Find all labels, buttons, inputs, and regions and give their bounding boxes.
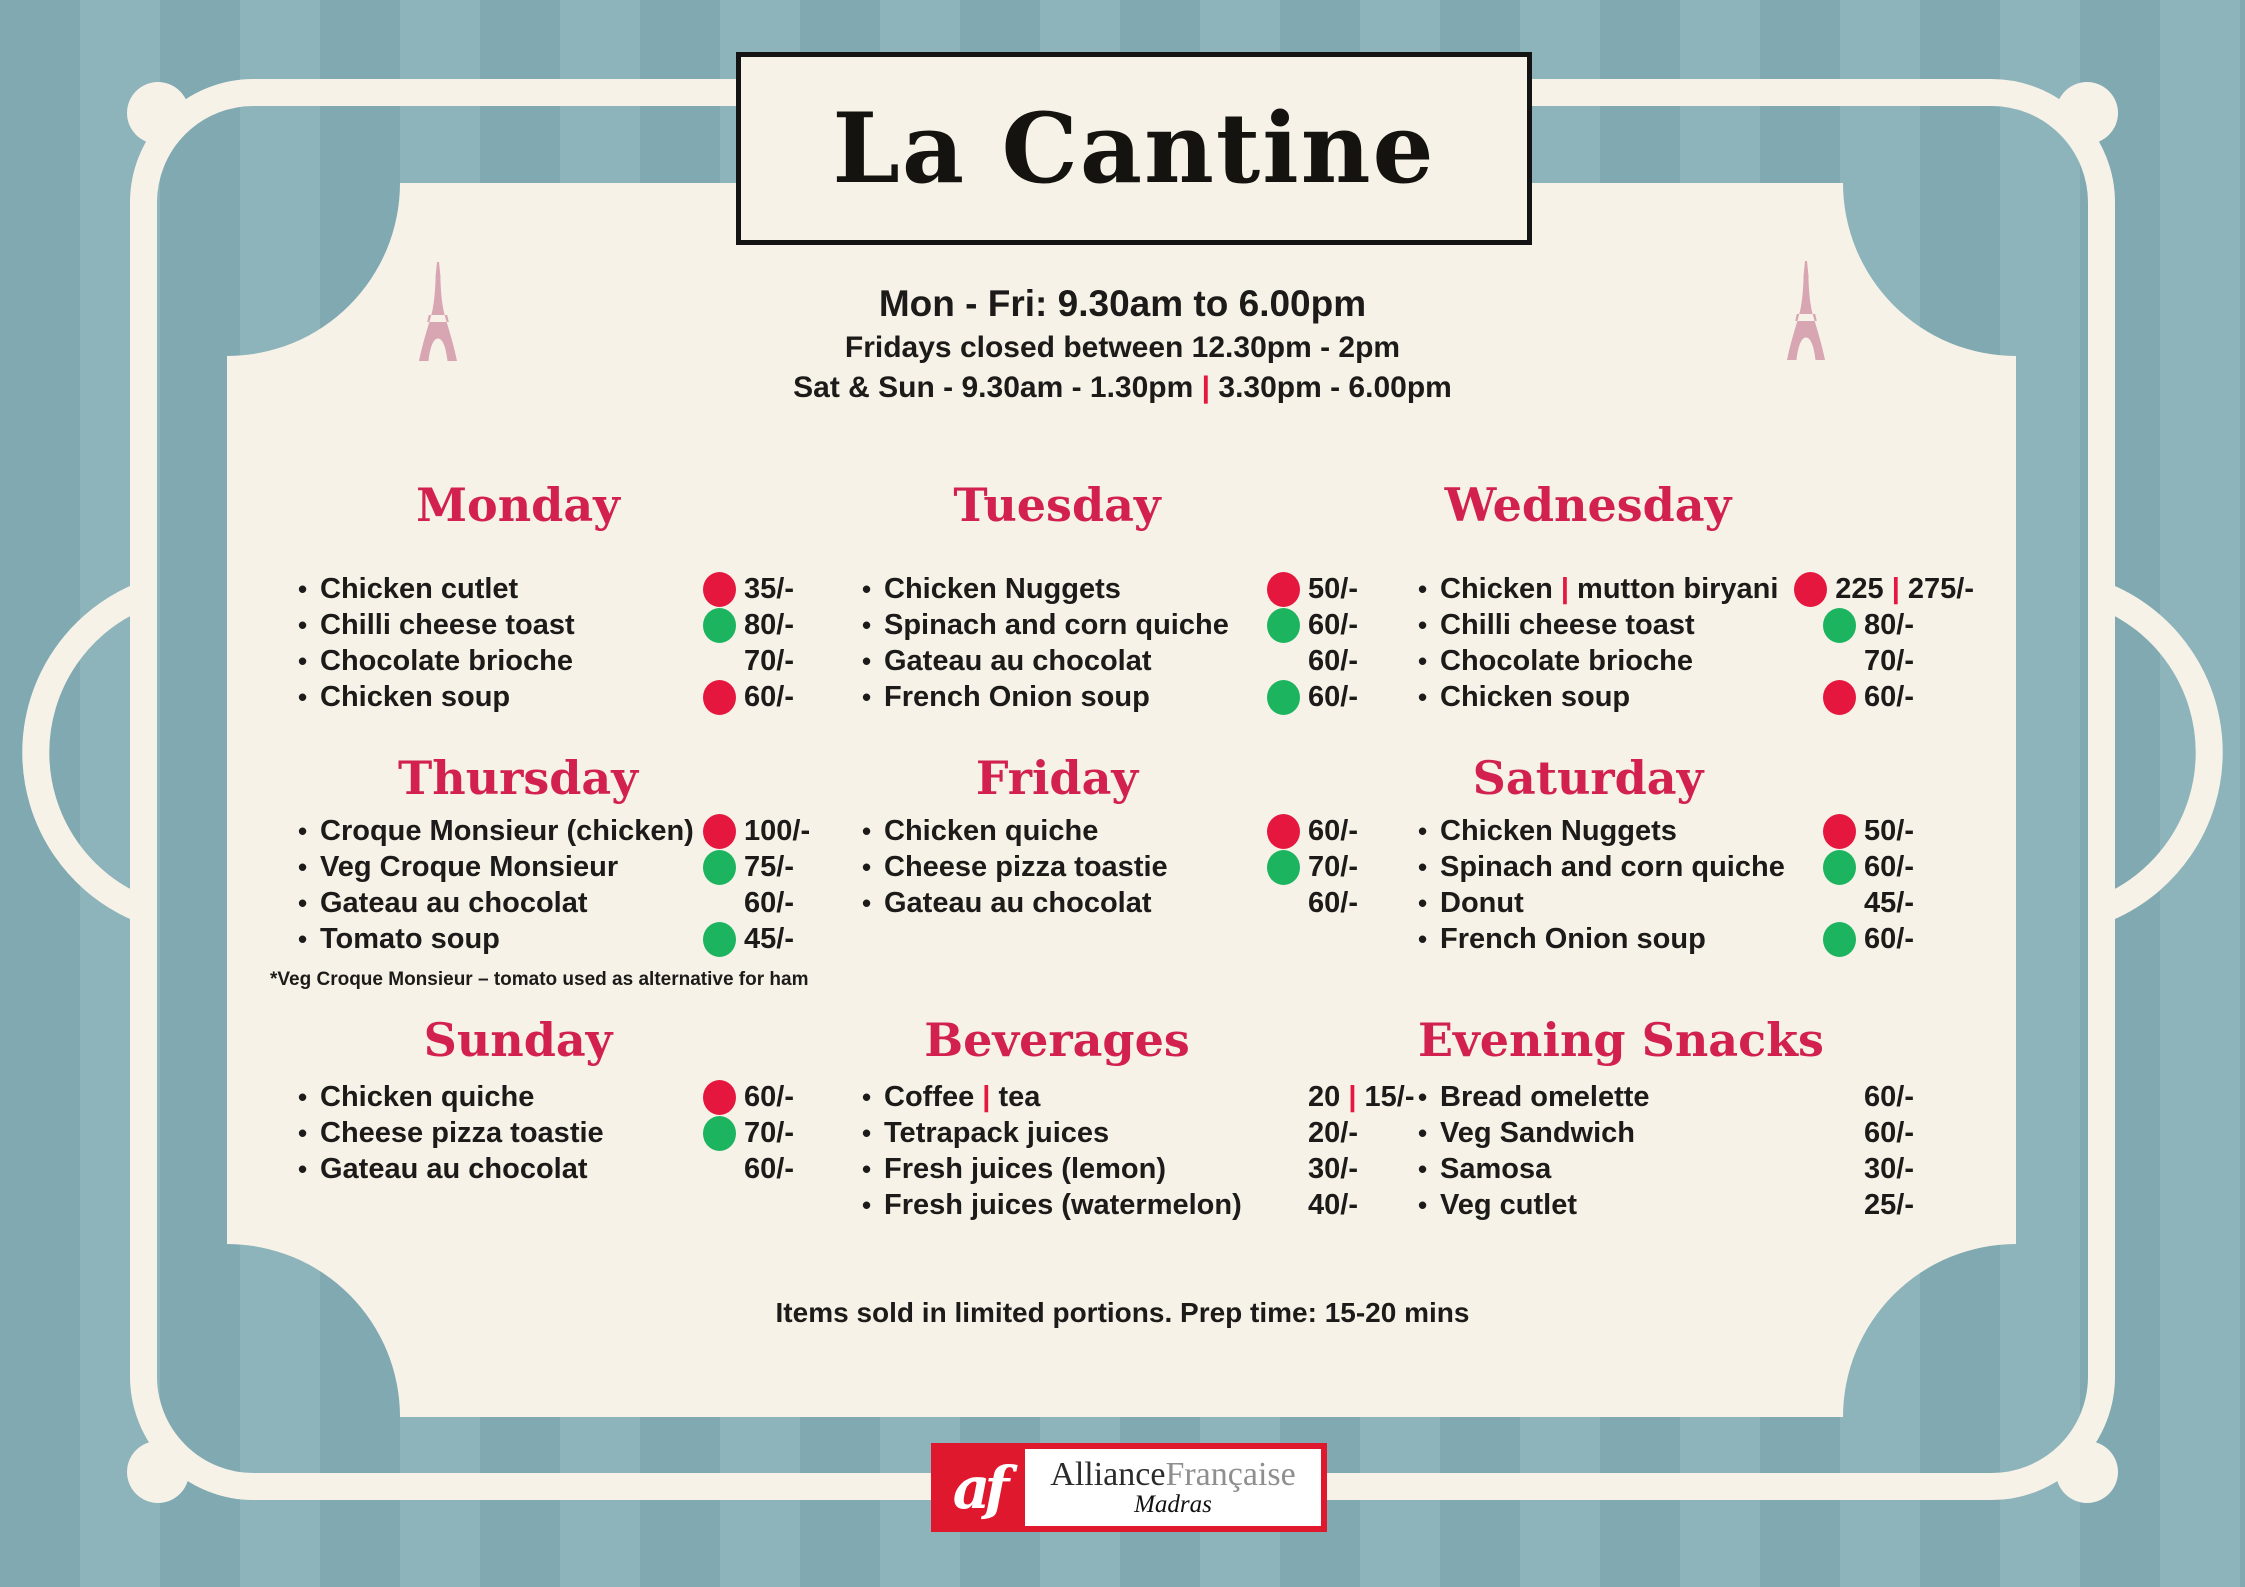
menu-item-price: 60/- bbox=[1308, 814, 1358, 847]
menu-item-price: 70/- bbox=[744, 644, 794, 677]
veg-indicator-icon bbox=[1823, 850, 1856, 885]
section-heading: Thursday bbox=[398, 751, 638, 805]
bullet-icon: • bbox=[1418, 1189, 1428, 1220]
menu-item-row bbox=[298, 921, 854, 957]
menu-item-name: • Spinach and corn quiche bbox=[1418, 850, 1785, 883]
menu-item-price: 60/- bbox=[1308, 886, 1358, 919]
menu-item-row bbox=[298, 571, 854, 607]
bullet-icon: • bbox=[862, 645, 872, 676]
dot-slot bbox=[700, 850, 738, 885]
bullet-icon: • bbox=[298, 573, 308, 604]
bullet-icon: • bbox=[862, 1081, 872, 1112]
title-box bbox=[736, 52, 1532, 245]
menu-item-name: • Chocolate brioche bbox=[298, 644, 573, 677]
section-heading: Beverages bbox=[924, 1013, 1190, 1067]
menu-item-name: • Chilli cheese toast bbox=[1418, 608, 1695, 641]
bullet-icon: • bbox=[1418, 923, 1428, 954]
dot-slot bbox=[700, 680, 738, 715]
menu-item-row bbox=[298, 1115, 854, 1151]
menu-item-name: • Chicken quiche bbox=[862, 814, 1099, 847]
red-separator: | bbox=[1560, 572, 1569, 605]
menu-item-price: 60/- bbox=[1864, 922, 1914, 955]
menu-item-row bbox=[1418, 1079, 1974, 1115]
section-items bbox=[1418, 813, 1974, 957]
menu-item-price: 80/- bbox=[1864, 608, 1914, 641]
menu-item-name: • Gateau au chocolat bbox=[298, 886, 588, 919]
bullet-icon: • bbox=[862, 609, 872, 640]
menu-item-name: • Chicken Nuggets bbox=[862, 572, 1121, 605]
menu-item-row bbox=[862, 885, 1418, 921]
non-veg-indicator-icon bbox=[703, 1080, 736, 1115]
menu-item-price: 60/- bbox=[1308, 644, 1358, 677]
logo-name-secondary: Française bbox=[1165, 1455, 1296, 1493]
bullet-icon: • bbox=[862, 887, 872, 918]
menu-item-row bbox=[862, 607, 1418, 643]
red-separator: | bbox=[1891, 572, 1900, 605]
bullet-icon: • bbox=[1418, 1117, 1428, 1148]
section-heading: Tuesday bbox=[953, 478, 1161, 532]
menu-item-name: • Fresh juices (watermelon) bbox=[862, 1188, 1242, 1221]
bullet-icon: • bbox=[298, 1117, 308, 1148]
menu-item-price: 50/- bbox=[1864, 814, 1914, 847]
dot-slot bbox=[1820, 680, 1858, 715]
menu-item-row bbox=[1418, 643, 1974, 679]
section-thursday bbox=[298, 751, 854, 957]
bullet-icon: • bbox=[1418, 887, 1428, 918]
section-sunday bbox=[298, 1013, 854, 1187]
veg-indicator-icon bbox=[1267, 608, 1300, 643]
menu-item-row bbox=[862, 679, 1418, 715]
dot-slot bbox=[1820, 608, 1858, 643]
non-veg-indicator-icon bbox=[1823, 680, 1856, 715]
menu-item-row bbox=[1418, 679, 1974, 715]
non-veg-indicator-icon bbox=[703, 572, 736, 607]
menu-item-name: • Cheese pizza toastie bbox=[862, 850, 1168, 883]
dot-slot bbox=[1264, 572, 1302, 607]
menu-item-row bbox=[298, 643, 854, 679]
veg-indicator-icon bbox=[703, 608, 736, 643]
bullet-icon: • bbox=[298, 645, 308, 676]
non-veg-indicator-icon bbox=[1267, 572, 1300, 607]
menu-item-price: 45/- bbox=[1864, 886, 1914, 919]
menu-item-name: • Gateau au chocolat bbox=[862, 644, 1152, 677]
menu-item-row bbox=[1418, 885, 1974, 921]
menu-item-name: • Veg cutlet bbox=[1418, 1188, 1577, 1221]
section-beverages bbox=[862, 1013, 1418, 1223]
section-items bbox=[298, 571, 854, 715]
section-items bbox=[1418, 571, 1974, 715]
hours-weekday: Mon - Fri: 9.30am to 6.00pm bbox=[878, 283, 1367, 324]
menu-item-name: • Chocolate brioche bbox=[1418, 644, 1693, 677]
bullet-icon: • bbox=[862, 1153, 872, 1184]
menu-item-name: • Croque Monsieur (chicken) bbox=[298, 814, 694, 847]
menu-item-price: 70/- bbox=[744, 1116, 794, 1149]
section-tuesday bbox=[862, 478, 1418, 715]
veg-indicator-icon bbox=[1267, 680, 1300, 715]
menu-item-price: 40/- bbox=[1308, 1188, 1358, 1221]
menu-item-name: • Chicken Nuggets bbox=[1418, 814, 1677, 847]
red-separator: | bbox=[1201, 371, 1211, 404]
menu-item-price: 25/- bbox=[1864, 1188, 1914, 1221]
menu-item-price: 70/- bbox=[1308, 850, 1358, 883]
dot-slot bbox=[700, 572, 738, 607]
non-veg-indicator-icon bbox=[1267, 814, 1300, 849]
veg-indicator-icon bbox=[1267, 850, 1300, 885]
bullet-icon: • bbox=[298, 681, 308, 712]
menu-item-price: 60/- bbox=[1308, 680, 1358, 713]
menu-item-name: • Tomato soup bbox=[298, 922, 500, 955]
bullet-icon: • bbox=[862, 573, 872, 604]
section-items bbox=[298, 1079, 854, 1187]
dot-slot bbox=[1820, 922, 1858, 957]
menu-item-row bbox=[1418, 1151, 1974, 1187]
section-heading: Monday bbox=[416, 478, 620, 532]
section-items bbox=[862, 813, 1418, 921]
menu-item-price: 75/- bbox=[744, 850, 794, 883]
menu-item-price: 30/- bbox=[1308, 1152, 1358, 1185]
menu-item-price: 60/- bbox=[1864, 1080, 1914, 1113]
menu-item-price: 45/- bbox=[744, 922, 794, 955]
menu-item-row bbox=[298, 679, 854, 715]
menu-item-price: 60/- bbox=[744, 886, 794, 919]
dot-slot bbox=[1264, 814, 1302, 849]
bullet-icon: • bbox=[1418, 609, 1428, 640]
section-heading: Wednesday bbox=[1444, 478, 1732, 532]
menu-item-row bbox=[862, 849, 1418, 885]
bullet-icon: • bbox=[298, 1153, 308, 1184]
menu-item-name: • Tetrapack juices bbox=[862, 1116, 1110, 1149]
logo-city: Madras bbox=[1134, 1491, 1212, 1519]
menu-item-row bbox=[298, 813, 854, 849]
section-friday bbox=[862, 751, 1418, 921]
veg-note: *Veg Croque Monsieur – tomato used as alternative for ham bbox=[270, 969, 809, 990]
bullet-icon: • bbox=[298, 815, 308, 846]
menu-item-price: 35/- bbox=[744, 572, 794, 605]
menu-item-row bbox=[298, 849, 854, 885]
menu-item-price: 80/- bbox=[744, 608, 794, 641]
corner-dot bbox=[2056, 1441, 2118, 1503]
menu-item-row bbox=[1418, 1115, 1974, 1151]
non-veg-indicator-icon bbox=[1823, 814, 1856, 849]
menu-item-row bbox=[1418, 813, 1974, 849]
non-veg-indicator-icon bbox=[703, 680, 736, 715]
bullet-icon: • bbox=[298, 887, 308, 918]
section-saturday bbox=[1418, 751, 1974, 957]
section-heading: Sunday bbox=[423, 1013, 613, 1067]
menu-item-name: • Chicken soup bbox=[298, 680, 511, 713]
bullet-icon: • bbox=[862, 1117, 872, 1148]
frame-ornament-right bbox=[2102, 595, 2210, 910]
menu-item-name: • Fresh juices (lemon) bbox=[862, 1152, 1167, 1185]
section-items bbox=[862, 571, 1418, 715]
menu-item-name: • Bread omelette bbox=[1418, 1080, 1650, 1113]
opening-hours bbox=[0, 280, 2245, 408]
dot-slot bbox=[1264, 680, 1302, 715]
menu-item-row bbox=[1418, 849, 1974, 885]
af-monogram-icon: af bbox=[952, 1453, 1004, 1522]
menu-item-row bbox=[298, 607, 854, 643]
menu-item-name: • Spinach and corn quiche bbox=[862, 608, 1229, 641]
menu-item-name: • Cheese pizza toastie bbox=[298, 1116, 604, 1149]
veg-indicator-icon bbox=[703, 922, 736, 957]
bullet-icon: • bbox=[862, 851, 872, 882]
menu-item-name: • Samosa bbox=[1418, 1152, 1552, 1185]
menu-item-price: 60/- bbox=[1308, 608, 1358, 641]
menu-item-row bbox=[298, 1151, 854, 1187]
menu-item-price: 60/- bbox=[1864, 680, 1914, 713]
section-items bbox=[298, 813, 854, 957]
non-veg-indicator-icon bbox=[703, 814, 736, 849]
menu-item-price: 20/- bbox=[1308, 1116, 1358, 1149]
menu-item-name: • Chicken cutlet bbox=[298, 572, 519, 605]
bullet-icon: • bbox=[1418, 1153, 1428, 1184]
menu-item-row bbox=[862, 1115, 1418, 1151]
menu-item-name: • French Onion soup bbox=[862, 680, 1150, 713]
corner-dot bbox=[127, 1441, 189, 1503]
bullet-icon: • bbox=[1418, 681, 1428, 712]
menu-item-price: 225 | 275/- bbox=[1835, 572, 1974, 605]
bullet-icon: • bbox=[298, 1081, 308, 1112]
menu-item-name: • Veg Sandwich bbox=[1418, 1116, 1635, 1149]
menu-item-row bbox=[862, 571, 1418, 607]
menu-item-name: • Chicken quiche bbox=[298, 1080, 535, 1113]
menu-item-name: • Chicken soup bbox=[1418, 680, 1631, 713]
bullet-icon: • bbox=[862, 815, 872, 846]
veg-indicator-icon bbox=[1823, 608, 1856, 643]
menu-item-price: 20 | 15/- bbox=[1308, 1080, 1415, 1113]
menu-item-row bbox=[298, 1079, 854, 1115]
hours-friday: Fridays closed between 12.30pm - 2pm bbox=[844, 331, 1401, 364]
menu-item-price: 100/- bbox=[744, 814, 811, 847]
veg-indicator-icon bbox=[1823, 922, 1856, 957]
section-items bbox=[862, 1079, 1418, 1223]
red-separator: | bbox=[982, 1080, 991, 1113]
menu-item-name: • French Onion soup bbox=[1418, 922, 1706, 955]
bullet-icon: • bbox=[298, 851, 308, 882]
section-monday bbox=[298, 478, 854, 715]
menu-item-row bbox=[862, 1151, 1418, 1187]
dot-slot bbox=[700, 608, 738, 643]
menu-item-name: • Coffee | tea bbox=[862, 1080, 1041, 1113]
menu-item-row bbox=[298, 885, 854, 921]
bullet-icon: • bbox=[1418, 851, 1428, 882]
menu-item-name: • Gateau au chocolat bbox=[862, 886, 1152, 919]
menu-item-price: 60/- bbox=[744, 1080, 794, 1113]
dot-slot bbox=[700, 814, 738, 849]
corner-dot bbox=[127, 82, 189, 144]
bullet-icon: • bbox=[1418, 815, 1428, 846]
menu-item-row bbox=[862, 1079, 1418, 1115]
dot-slot bbox=[1820, 850, 1858, 885]
hours-weekend: Sat & Sun - 9.30am - 1.30pm | 3.30pm - 6.00pm bbox=[793, 371, 1452, 404]
menu-item-row bbox=[1418, 921, 1974, 957]
menu-item-name: • Chicken | mutton biryani bbox=[1418, 572, 1779, 605]
menu-item-row bbox=[862, 643, 1418, 679]
bullet-icon: • bbox=[1418, 1081, 1428, 1112]
menu-item-row bbox=[1418, 1187, 1974, 1223]
menu-item-name: • Chilli cheese toast bbox=[298, 608, 575, 641]
frame-ornament-left bbox=[36, 595, 144, 910]
section-heading: Friday bbox=[975, 751, 1139, 805]
footer-note: Items sold in limited portions. Prep time: 15-20 mins bbox=[775, 1297, 1470, 1328]
menu-item-price: 50/- bbox=[1308, 572, 1358, 605]
logo-name bbox=[1050, 1457, 1295, 1493]
menu-item-price: 70/- bbox=[1864, 644, 1914, 677]
corner-dot bbox=[2056, 82, 2118, 144]
menu-item-name: • Gateau au chocolat bbox=[298, 1152, 588, 1185]
dot-slot bbox=[1264, 850, 1302, 885]
section-heading: Evening Snacks bbox=[1418, 1013, 1824, 1067]
section-evening-snacks bbox=[1418, 1013, 1974, 1223]
page-title: La Cantine bbox=[832, 92, 1436, 205]
menu-item-row bbox=[1418, 607, 1974, 643]
menu-item-price: 60/- bbox=[1864, 1116, 1914, 1149]
logo-textbox bbox=[1025, 1449, 1321, 1526]
menu-item-price: 60/- bbox=[744, 680, 794, 713]
bullet-icon: • bbox=[1418, 645, 1428, 676]
section-heading: Saturday bbox=[1472, 751, 1704, 805]
bullet-icon: • bbox=[298, 923, 308, 954]
dot-slot bbox=[700, 1116, 738, 1151]
dot-slot bbox=[1791, 572, 1829, 607]
menu-item-row bbox=[862, 1187, 1418, 1223]
menu-item-price: 60/- bbox=[744, 1152, 794, 1185]
menu-item-price: 60/- bbox=[1864, 850, 1914, 883]
veg-indicator-icon bbox=[703, 1116, 736, 1151]
section-items bbox=[1418, 1079, 1974, 1223]
non-veg-indicator-icon bbox=[1794, 572, 1827, 607]
bullet-icon: • bbox=[862, 681, 872, 712]
bullet-icon: • bbox=[298, 609, 308, 640]
veg-indicator-icon bbox=[703, 850, 736, 885]
bullet-icon: • bbox=[1418, 573, 1428, 604]
menu-item-name: • Donut bbox=[1418, 886, 1524, 919]
dot-slot bbox=[1264, 608, 1302, 643]
menu-item-name: • Veg Croque Monsieur bbox=[298, 850, 619, 883]
red-separator: | bbox=[1348, 1080, 1357, 1113]
logo-name-primary: Alliance bbox=[1050, 1455, 1166, 1493]
alliance-francaise-logo bbox=[931, 1443, 1327, 1532]
menu-item-price: 30/- bbox=[1864, 1152, 1914, 1185]
dot-slot bbox=[700, 922, 738, 957]
section-wednesday bbox=[1418, 478, 1974, 715]
bullet-icon: • bbox=[862, 1189, 872, 1220]
menu-item-row bbox=[862, 813, 1418, 849]
dot-slot bbox=[700, 1080, 738, 1115]
dot-slot bbox=[1820, 814, 1858, 849]
menu-item-row bbox=[1418, 571, 1974, 607]
